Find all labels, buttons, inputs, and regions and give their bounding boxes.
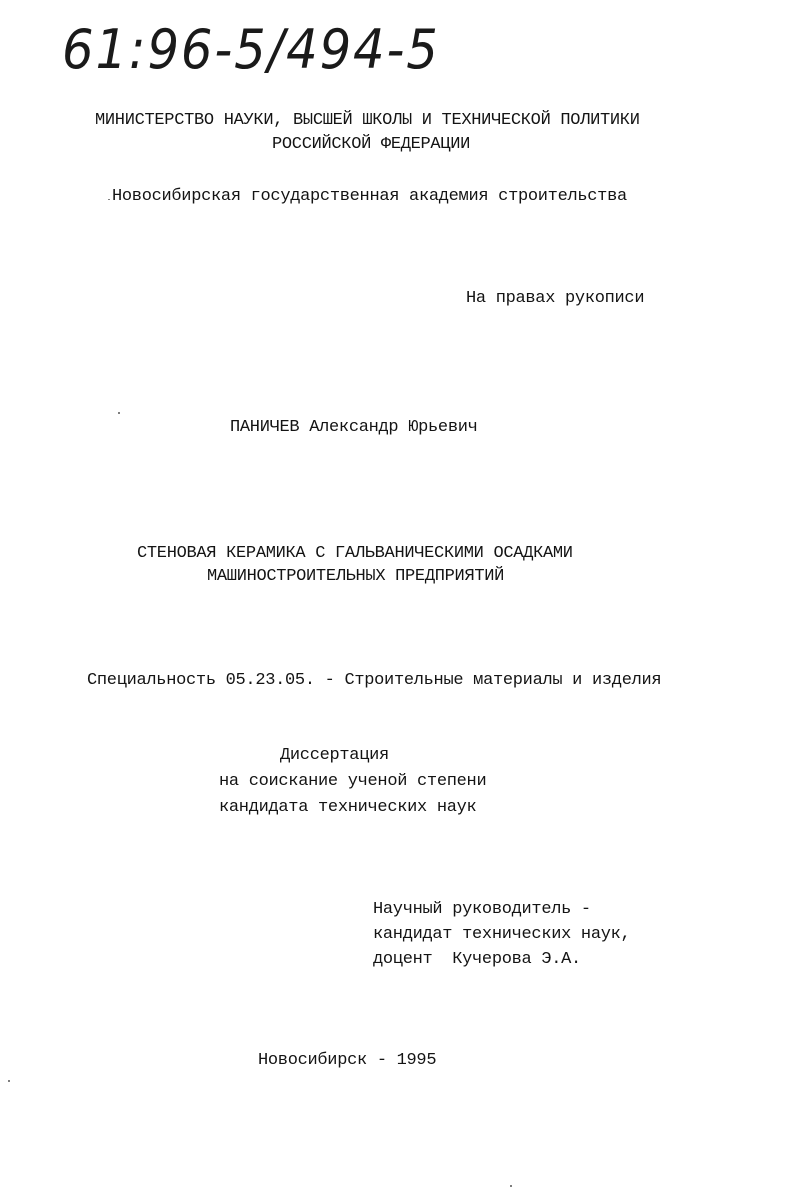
scan-speck — [118, 412, 120, 414]
ministry-line-2: РОССИЙСКОЙ ФЕДЕРАЦИИ — [272, 135, 471, 154]
thesis-title-line-2: МАШИНОСТРОИТЕЛЬНЫХ ПРЕДПРИЯТИЙ — [207, 567, 505, 586]
thesis-title-line-1: СТЕНОВАЯ КЕРАМИКА С ГАЛЬВАНИЧЕСКИМИ ОСАДКАМИ — [137, 544, 573, 563]
manuscript-rights: На правах рукописи — [466, 289, 645, 308]
author-name: ПАНИЧЕВ Александр Юрьевич — [230, 418, 478, 437]
city-year: Новосибирск - 1995 — [258, 1051, 437, 1070]
specialty: Специальность 05.23.05. - Строительные материалы и изделия — [87, 671, 662, 690]
dissertation-label: Диссертация — [280, 746, 389, 765]
supervisor-line-2: кандидат технических наук, — [373, 925, 631, 944]
scan-speck — [510, 1185, 512, 1187]
ministry-line-1: МИНИСТЕРСТВО НАУКИ, ВЫСШЕЙ ШКОЛЫ И ТЕХНИЧЕСКОЙ ПОЛИТИКИ — [95, 111, 640, 130]
academy-name: Новосибирская государственная академия строительства — [112, 187, 627, 206]
degree-line-1: на соискание ученой степени — [219, 772, 487, 791]
supervisor-line-3: доцент Кучерова Э.А. — [373, 950, 581, 969]
scan-speck — [108, 199, 110, 200]
degree-line-2: кандидата технических наук — [219, 798, 477, 817]
archive-code-handwritten: 61:96-5/494-5 — [62, 18, 440, 81]
supervisor-line-1: Научный руководитель - — [373, 900, 591, 919]
scan-speck — [8, 1080, 10, 1082]
